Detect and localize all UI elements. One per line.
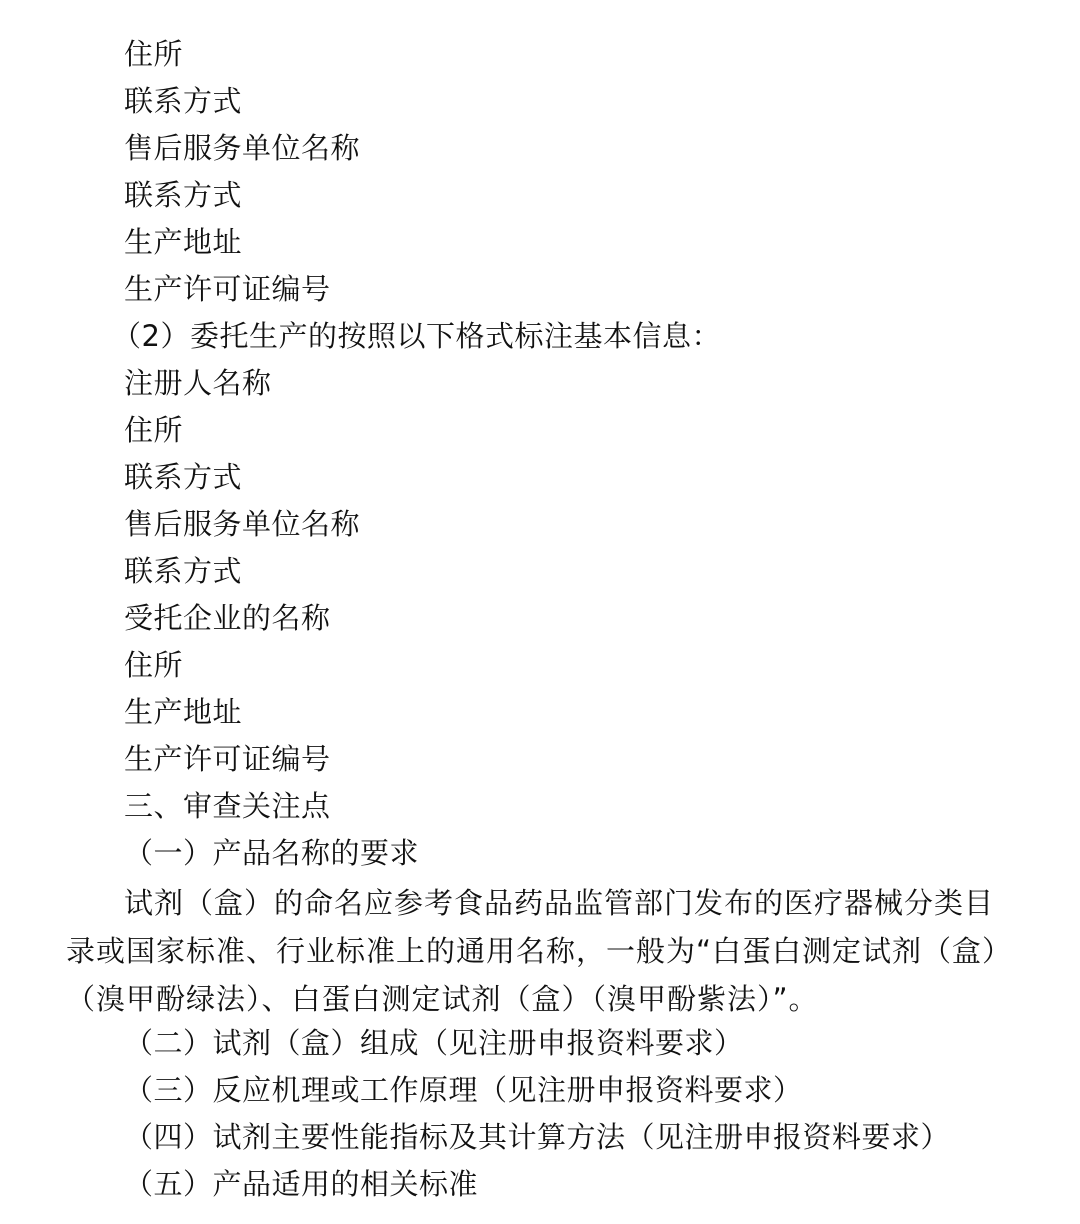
text-line: 联系方式: [124, 460, 243, 494]
text-line: 售后服务单位名称: [124, 131, 361, 165]
subsection-heading: （三）反应机理或工作原理（见注册申报资料要求）: [124, 1073, 803, 1107]
text-line: 住所: [124, 37, 184, 71]
subsection-heading: （二）试剂（盒）组成（见注册申报资料要求）: [124, 1026, 744, 1060]
subsection-heading: （四）试剂主要性能指标及其计算方法（见注册申报资料要求）: [124, 1120, 951, 1154]
section-heading: 三、审查关注点: [124, 789, 331, 823]
subsection-heading: （五）产品适用的相关标准: [124, 1167, 479, 1201]
text-line: 联系方式: [124, 554, 243, 588]
text-line: 生产地址: [124, 225, 243, 259]
body-paragraph: 试剂（盒）的命名应参考食品药品监管部门发布的医疗器械分类目录或国家标准、行业标准上的通用名称，一般为“白蛋白测定试剂（盒）（溴甲酚绿法）、白蛋白测定试剂（盒）（溴甲酚紫法）”。: [66, 886, 1013, 1016]
text-line: 生产许可证编号: [124, 272, 331, 306]
subsection-heading: （一）产品名称的要求: [124, 836, 420, 870]
text-line: 联系方式: [124, 178, 243, 212]
text-line: 生产许可证编号: [124, 742, 331, 776]
text-line: 住所: [124, 648, 184, 682]
text-line: 联系方式: [124, 84, 243, 118]
text-line: 住所: [124, 413, 184, 447]
text-line: 受托企业的名称: [124, 601, 331, 635]
text-line: 生产地址: [124, 695, 243, 729]
text-line: 注册人名称: [124, 366, 272, 400]
section-heading: （2）委托生产的按照以下格式标注基本信息：: [112, 319, 721, 353]
text-line: 售后服务单位名称: [124, 507, 361, 541]
